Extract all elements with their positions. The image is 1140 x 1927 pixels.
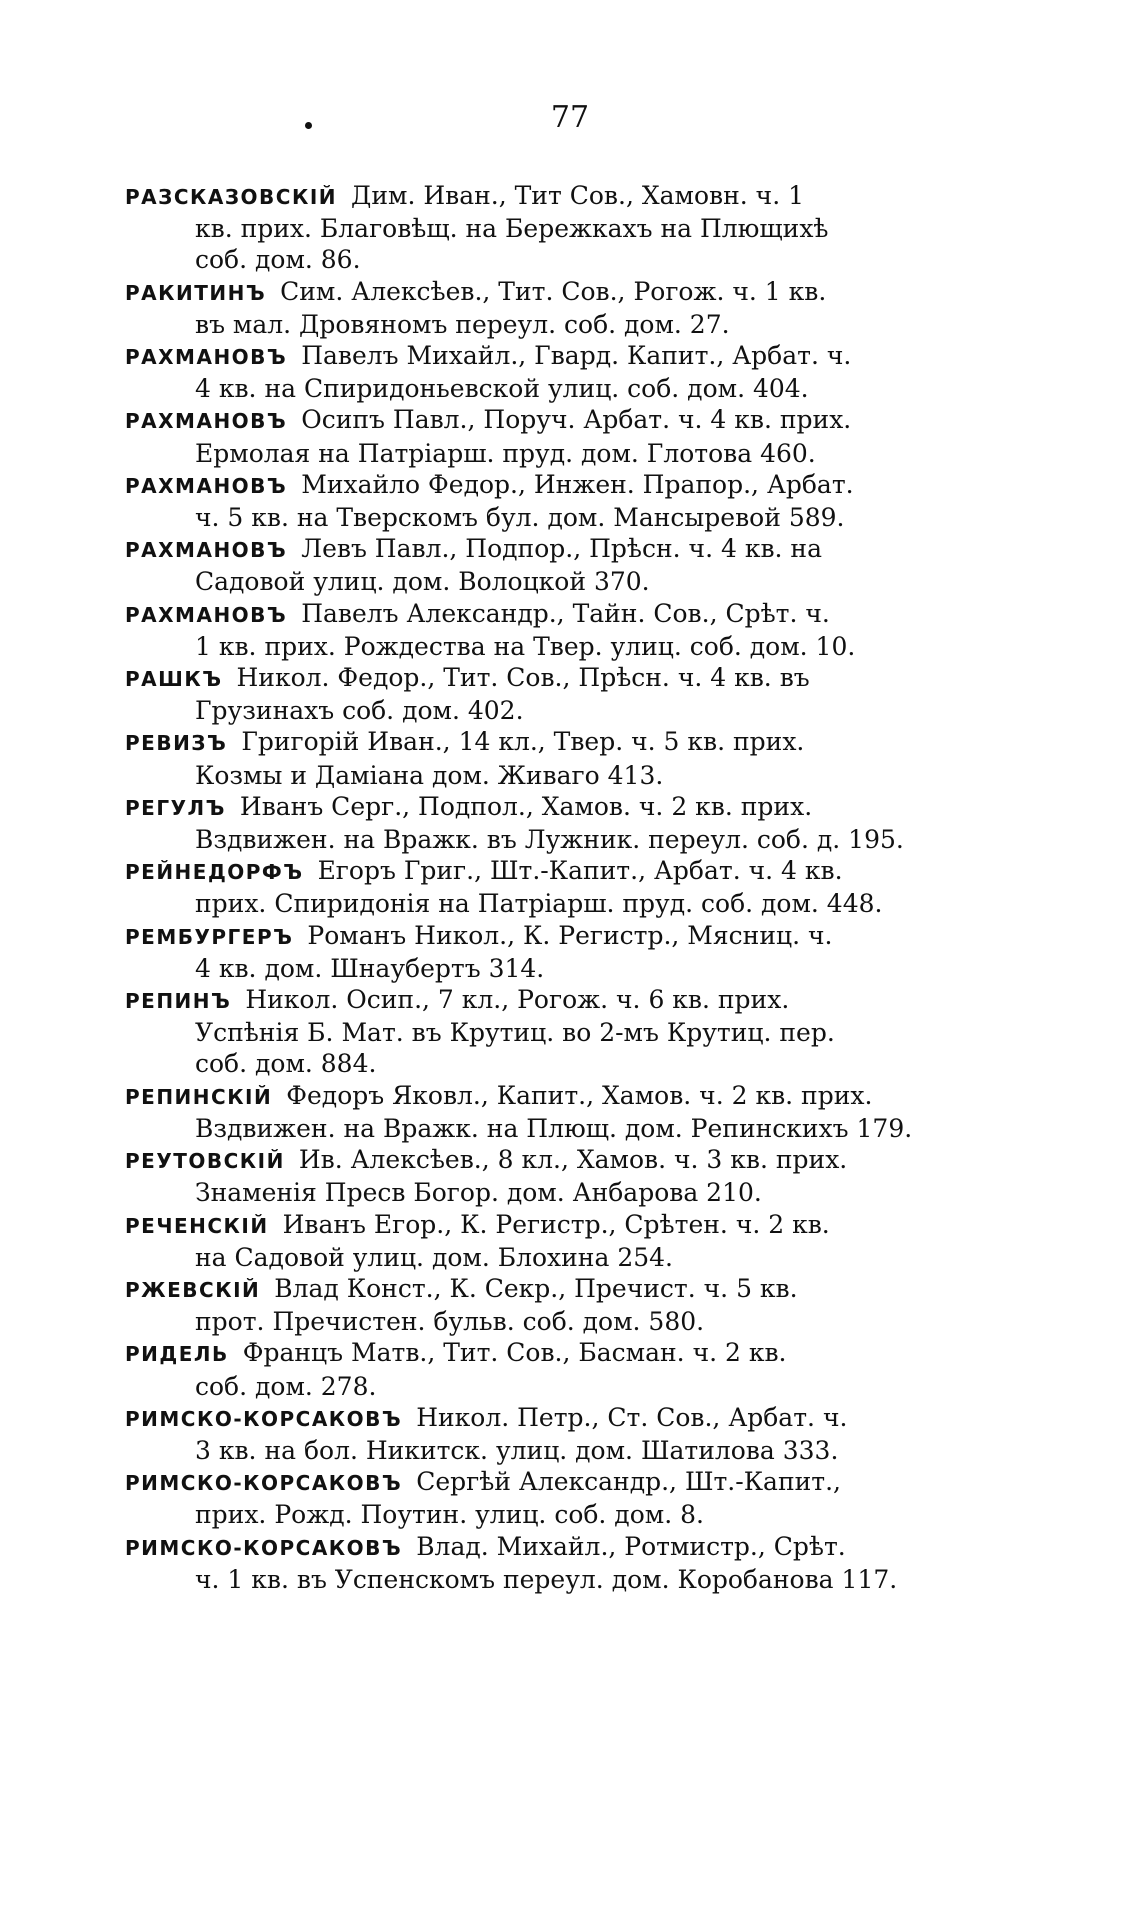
entry-continuation-line: 4 кв. дом. Шнаубертъ 314. [195,953,545,983]
entry-surname: РАХМАНОВЪ [125,409,288,434]
entry-surname: РАХМАНОВЪ [125,538,288,563]
entry-text: Никол. Осип., 7 кл., Рогож. ч. 6 кв. прих. [245,985,790,1015]
entry-text: Романъ Никол., К. Регистр., Мясниц. ч. [307,920,833,950]
directory-entry [125,1531,1025,1595]
entry-first-line [125,1209,1025,1242]
entry-first-line [125,1080,1025,1113]
directory-entry [125,855,1025,919]
entry-text: Влад. Михайл., Ротмистр., Срѣт. [416,1531,846,1561]
entry-continuation-line: на Садовой улиц. дом. Блохина 254. [195,1242,673,1272]
entry-continuation-line: 1 кв. прих. Рождества на Твер. улиц. соб. дом. 10. [195,631,856,661]
entry-surname: РЕМБУРГЕРЪ [125,924,294,949]
entry-text: Никол. Федор., Тит. Сов., Прѣсн. ч. 4 кв. въ [236,663,810,693]
entry-text: Павелъ Михайл., Гвард. Капит., Арбат. ч. [301,341,852,371]
entry-continuation-line: 3 кв. на бол. Никитск. улиц. дом. Шатилова 333. [195,1435,839,1465]
entry-first-line [125,920,1025,953]
directory-entry [125,180,1025,276]
entry-text: Егоръ Григ., Шт.-Капит., Арбат. ч. 4 кв. [317,856,843,886]
entry-continuation-line: соб. дом. 86. [195,245,361,275]
entry-surname: РАЗСКАЗОВСКІЙ [125,185,338,209]
entry-first-line [125,469,1025,502]
entry-surname: РАКИТИНЪ [125,280,267,305]
entry-text: Левъ Павл., Подпор., Прѣсн. ч. 4 кв. на [301,534,822,564]
entry-continuation-line: 4 кв. на Спиридоньевской улиц. соб. дом. 404. [195,374,809,404]
entry-continuation-line: въ мал. Дровяномъ переул. соб. дом. 27. [195,309,730,339]
entry-surname: РЕЧЕНСКІЙ [125,1213,269,1238]
entry-first-line [125,726,1025,759]
entry-first-line [125,662,1025,695]
directory-entry [125,276,1025,340]
entry-first-line [125,180,1025,213]
entry-continuation-line: ч. 5 кв. на Тверскомъ бул. дом. Мансыревой 589. [195,503,845,533]
entry-continuation-line: ч. 1 кв. въ Успенскомъ переул. дом. Коробанова 117. [195,1564,898,1594]
entry-surname: РЕЙНЕДОРФЪ [125,860,304,885]
entry-surname: РИДЕЛЬ [125,1342,229,1367]
entry-surname: РАХМАНОВЪ [125,473,288,498]
entry-continuation-line: кв. прих. Благовѣщ. на Бережкахъ на Плющихѣ [195,214,829,244]
entry-first-line [125,276,1025,309]
directory-entry [125,404,1025,468]
entry-continuation-line: прих. Спиридонія на Патріарш. пруд. соб. дом. 448. [195,889,883,919]
entry-continuation-line: соб. дом. 278. [195,1371,377,1401]
entry-first-line [125,791,1025,824]
entry-first-line [125,1337,1025,1370]
entry-text: Дим. Иван., Тит Сов., Хамовн. ч. 1 [351,181,804,210]
page-number: 77 [550,100,590,135]
entry-text: Влад Конст., К. Секр., Пречист. ч. 5 кв. [274,1273,798,1303]
entry-text: Сергѣй Александр., Шт.-Капит., [416,1467,841,1497]
entry-first-line [125,984,1025,1017]
entry-first-line [125,340,1025,373]
directory-entry [125,1337,1025,1401]
entry-surname: РЕВИЗЪ [125,731,228,756]
directory-entry [125,984,1025,1080]
entry-surname: РИМСКО-КОРСАКОВЪ [125,1471,403,1496]
directory-entry [125,340,1025,404]
entry-continuation-line: прот. Пречистен. бульв. соб. дом. 580. [195,1307,705,1337]
entry-text: Францъ Матв., Тит. Сов., Басман. ч. 2 кв. [242,1338,787,1368]
entry-first-line [125,855,1025,888]
entry-first-line [125,404,1025,437]
directory-entry [125,920,1025,984]
entry-surname: РИМСКО-КОРСАКОВЪ [125,1535,403,1560]
entry-surname: РИМСКО-КОРСАКОВЪ [125,1406,403,1431]
directory-entry [125,598,1025,662]
directory-entry [125,469,1025,533]
directory-entry [125,1402,1025,1466]
directory-entry [125,662,1025,726]
directory-entry [125,533,1025,597]
entry-text: Осипъ Павл., Поруч. Арбат. ч. 4 кв. прих. [301,405,852,435]
entry-continuation-line: Ермолая на Патріарш. пруд. дом. Глотова 460. [195,438,816,468]
entry-first-line [125,598,1025,631]
entry-continuation-line: Вздвижен. на Вражк. на Плющ. дом. Репинскихъ 179. [195,1113,913,1143]
entry-continuation-line: Знаменія Пресв Богор. дом. Анбарова 210. [195,1178,762,1208]
directory-entry [125,1080,1025,1144]
entry-first-line [125,1466,1025,1499]
entry-text: Сим. Алексѣев., Тит. Сов., Рогож. ч. 1 кв. [280,276,827,306]
entry-continuation-line: Козмы и Даміана дом. Живаго 413. [195,760,664,790]
directory-entry [125,1209,1025,1273]
entry-text: Михайло Федор., Инжен. Прапор., Арбат. [301,469,854,499]
entry-continuation-line: Садовой улиц. дом. Волоцкой 370. [195,567,650,597]
entry-first-line [125,1402,1025,1435]
entry-first-line [125,1144,1025,1177]
entry-text: Павелъ Александр., Тайн. Сов., Срѣт. ч. [301,598,830,628]
entry-continuation-line: соб. дом. 884. [195,1049,377,1079]
entry-text: Иванъ Егор., К. Регистр., Срѣтен. ч. 2 кв. [282,1209,830,1239]
entry-first-line [125,533,1025,566]
entry-surname: РЕПИНЪ [125,989,232,1014]
directory-entry [125,791,1025,855]
entry-text: Федоръ Яковл., Капит., Хамов. ч. 2 кв. прих. [286,1080,873,1110]
entry-text: Иванъ Серг., Подпол., Хамов. ч. 2 кв. прих. [239,791,813,821]
entry-continuation-line: Вздвижен. на Вражк. въ Лужник. переул. соб. д. 195. [195,825,904,855]
entry-continuation-line: Успѣнія Б. Мат. въ Крутиц. во 2-мъ Крутиц. пер. [195,1018,835,1048]
entry-surname: РАШКЪ [125,667,223,692]
directory-entry [125,1466,1025,1530]
directory-entry [125,1273,1025,1337]
entry-continuation-line: Грузинахъ соб. дом. 402. [195,696,524,726]
entry-first-line [125,1531,1025,1564]
entry-surname: РАХМАНОВЪ [125,602,288,627]
directory-entry [125,726,1025,790]
directory-entry [125,1144,1025,1208]
entry-surname: РЕПИНСКІЙ [125,1084,273,1109]
entry-first-line [125,1273,1025,1306]
entry-continuation-line: прих. Рожд. Поутин. улиц. соб. дом. 8. [195,1500,704,1530]
entry-surname: РАХМАНОВЪ [125,345,288,370]
entry-surname: РЖЕВСКІЙ [125,1277,261,1302]
directory-entries [125,180,1025,1595]
entry-text: Григорій Иван., 14 кл., Твер. ч. 5 кв. прих. [241,727,805,757]
entry-text: Ив. Алексѣев., 8 кл., Хамов. ч. 3 кв. прих. [298,1145,848,1175]
entry-text: Никол. Петр., Ст. Сов., Арбат. ч. [416,1402,848,1432]
entry-surname: РЕУТОВСКІЙ [125,1149,285,1174]
entry-surname: РЕГУЛЪ [125,795,226,820]
